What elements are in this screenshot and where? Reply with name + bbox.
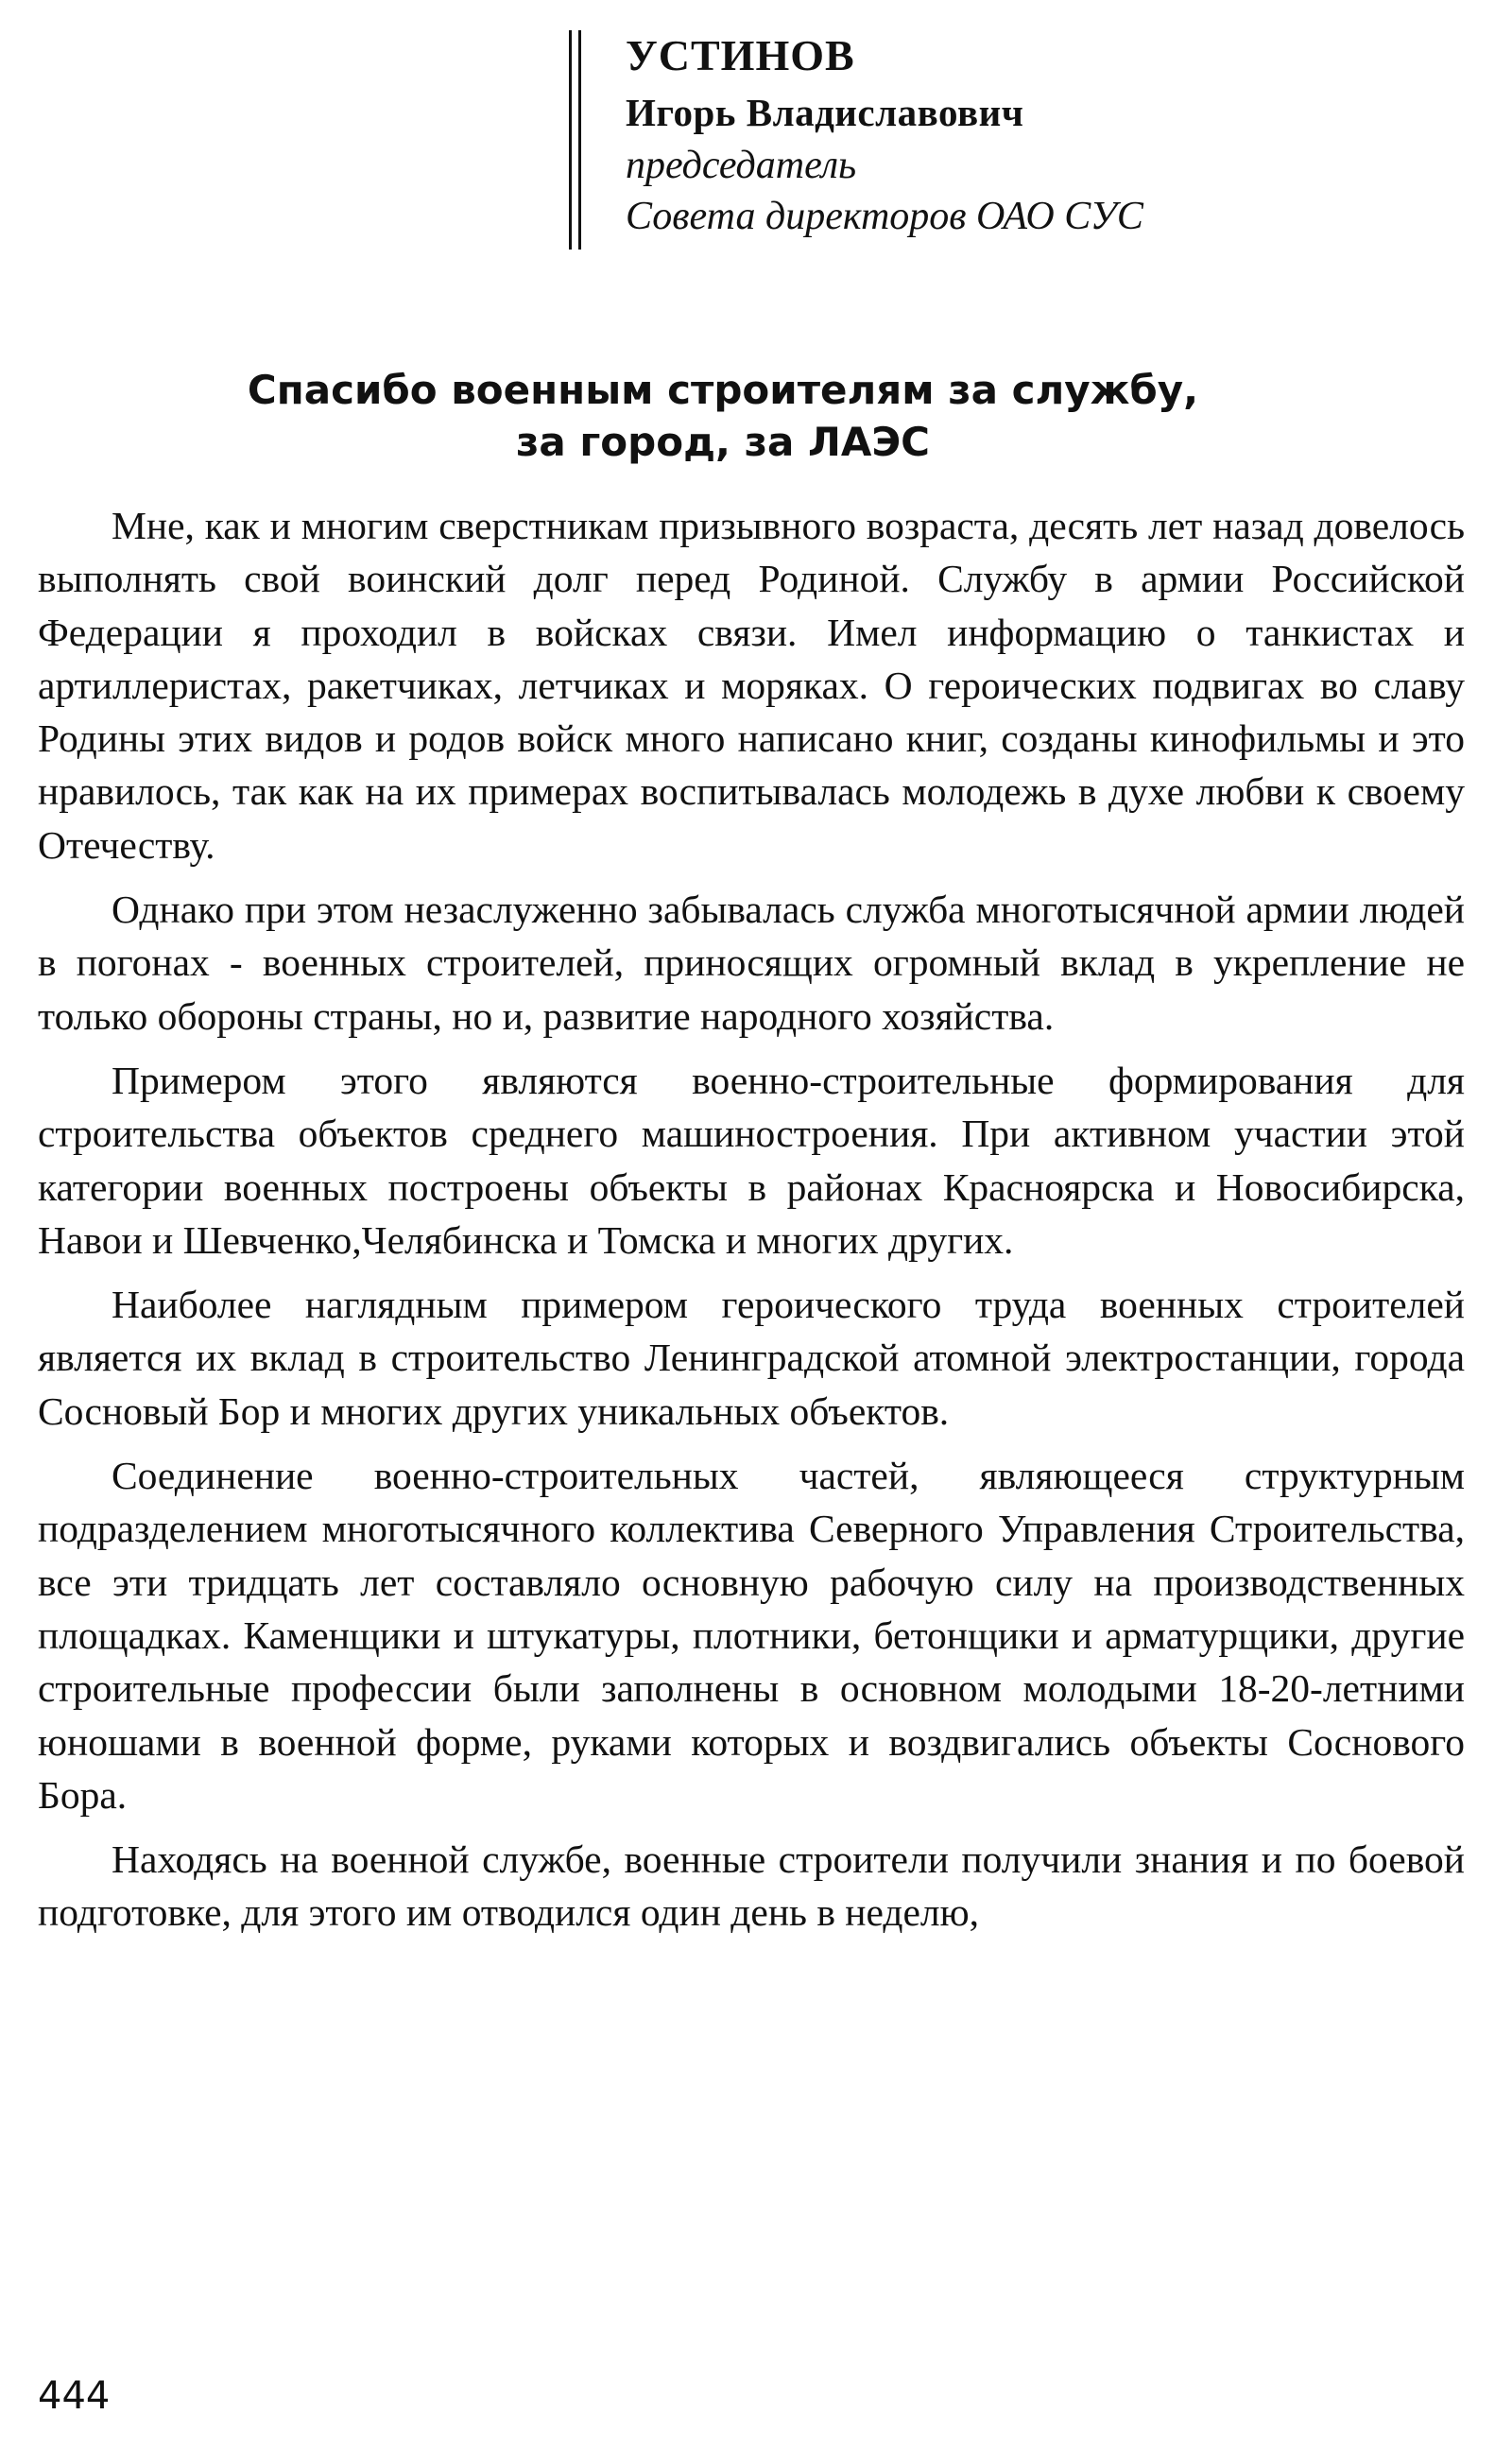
author-role-line-1: председатель bbox=[626, 144, 857, 187]
article-title bbox=[142, 364, 1304, 468]
author-role-line-2: Совета директоров ОАО СУС bbox=[626, 195, 1143, 238]
paragraph: Находясь на военной службе, военные строители получили знания и по боевой подготовке, для этого им отводился один день в неделю, bbox=[38, 1837, 1465, 1935]
article-title-line-2: за город, за ЛАЭС bbox=[516, 419, 930, 465]
article-title-line-1: Спасибо военным строителям за службу, bbox=[247, 367, 1199, 413]
article-body bbox=[38, 499, 1465, 1951]
author-block bbox=[569, 26, 1325, 253]
paragraph: Соединение военно-строительных частей, являющееся структурным подразделением многотысячного коллектива Северного Управления Строительства, все эти тридцать лет составляло основную рабочую силу на производственных площадках. Каменщики и штукатуры, плотники, бетонщики и арматурщики, другие строительные профессии были заполнены в основном молодыми 18-20-летними юношами в военной форме, руками которых и воздвигались объекты Соснового Бора. bbox=[38, 1454, 1465, 1817]
paragraph: Однако при этом незаслуженно забывалась служба многотысячной армии людей в погонах - военных строителей, приносящих огромный вклад в укрепление не только обороны страны, но и, развитие народного хозяйства. bbox=[38, 888, 1465, 1038]
paragraph: Примером этого являются военно-строительные формирования для строительства объектов среднего машиностроения. При активном участии этой категории военных построены объекты в районах Красноярска и Новосибирска, Навои и Шевченко,Челябинска и Томска и многих других. bbox=[38, 1058, 1465, 1262]
paragraph: Наиболее наглядным примером героического труда военных строителей является их вклад в строительство Ленинградской атомной электростанции, города Сосновый Бор и многих других уникальных объектов. bbox=[38, 1283, 1465, 1433]
author-info bbox=[626, 26, 1143, 242]
paragraph: Мне, как и многим сверстникам призывного возраста, десять лет назад довелось выполнять свой воинский долг перед Родиной. Службу в армии Российской Федерации я проходил в войсках связи. Имел информацию о танкистах и артиллеристах, ракетчиках, летчиках и моряках. О героических подвигах во славу Родины этих видов и родов войск много написано книг, созданы кинофильмы и это нравилось, так как на их примерах воспитывалась молодежь в духе любви к своему Отечеству. bbox=[38, 504, 1465, 867]
author-vertical-rule bbox=[578, 30, 581, 250]
page-number: 444 bbox=[38, 2374, 111, 2418]
author-vertical-rule bbox=[569, 30, 572, 250]
author-surname: УСТИНОВ bbox=[626, 31, 855, 79]
author-name: Игорь Владиславович bbox=[626, 91, 1024, 134]
